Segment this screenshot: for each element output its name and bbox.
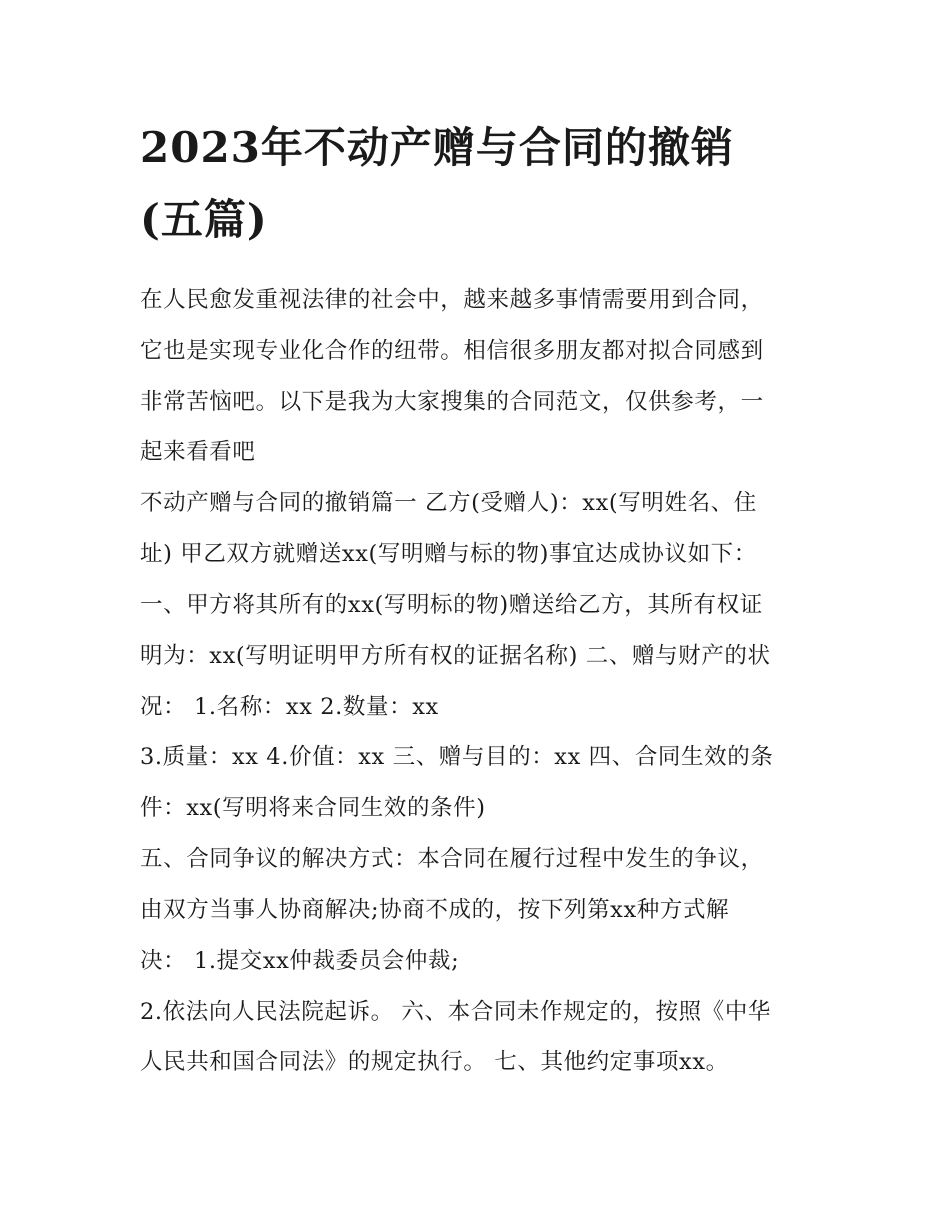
body-line: 起来看看吧 [140,439,256,465]
body-line: 址) 甲乙双方就赠送xx(写明赠与标的物)事宜达成协议如下： [140,541,757,567]
body-line: 明为：xx(写明证明甲方所有权的证据名称) 二、赠与财产的状 [140,643,771,669]
body-line: 人民共和国合同法》的规定执行。 七、其他约定事项xx。 [140,1049,729,1075]
body-line: 它也是实现专业化合作的纽带。相信很多朋友都对拟合同感到 [140,338,764,364]
body-line: 不动产赠与合同的撤销篇一 乙方(受赠人)：xx(写明姓名、住 [140,490,757,516]
body-line: 件：xx(写明将来合同生效的条件) [140,795,486,821]
title-line-2: (五篇) [140,195,268,244]
body-line: 况： 1.名称：xx 2.数量：xx [140,694,439,720]
body-line: 非常苦恼吧。以下是我为大家搜集的合同范文，仅供参考，一 [140,389,764,415]
body-line: 3.质量：xx 4.价值：xx 三、赠与目的：xx 四、合同生效的条 [140,744,774,770]
body-line: 决： 1.提交xx仲裁委员会仲裁; [140,948,460,974]
body-line: 在人民愈发重视法律的社会中，越来越多事情需要用到合同， [140,287,764,313]
title-line-1: 2023年不动产赠与合同的撤销 [140,123,734,172]
body-line: 五、合同争议的解决方式：本合同在履行过程中发生的争议， [140,846,764,872]
body-line: 由双方当事人协商解决;协商不成的，按下列第xx种方式解 [140,897,730,923]
body-line: 一、甲方将其所有的xx(写明标的物)赠送给乙方，其所有权证 [140,592,763,618]
body-line: 2.依法向人民法院起诉。 六、本合同未作规定的，按照《中华 [140,999,772,1025]
document-title [140,112,820,256]
